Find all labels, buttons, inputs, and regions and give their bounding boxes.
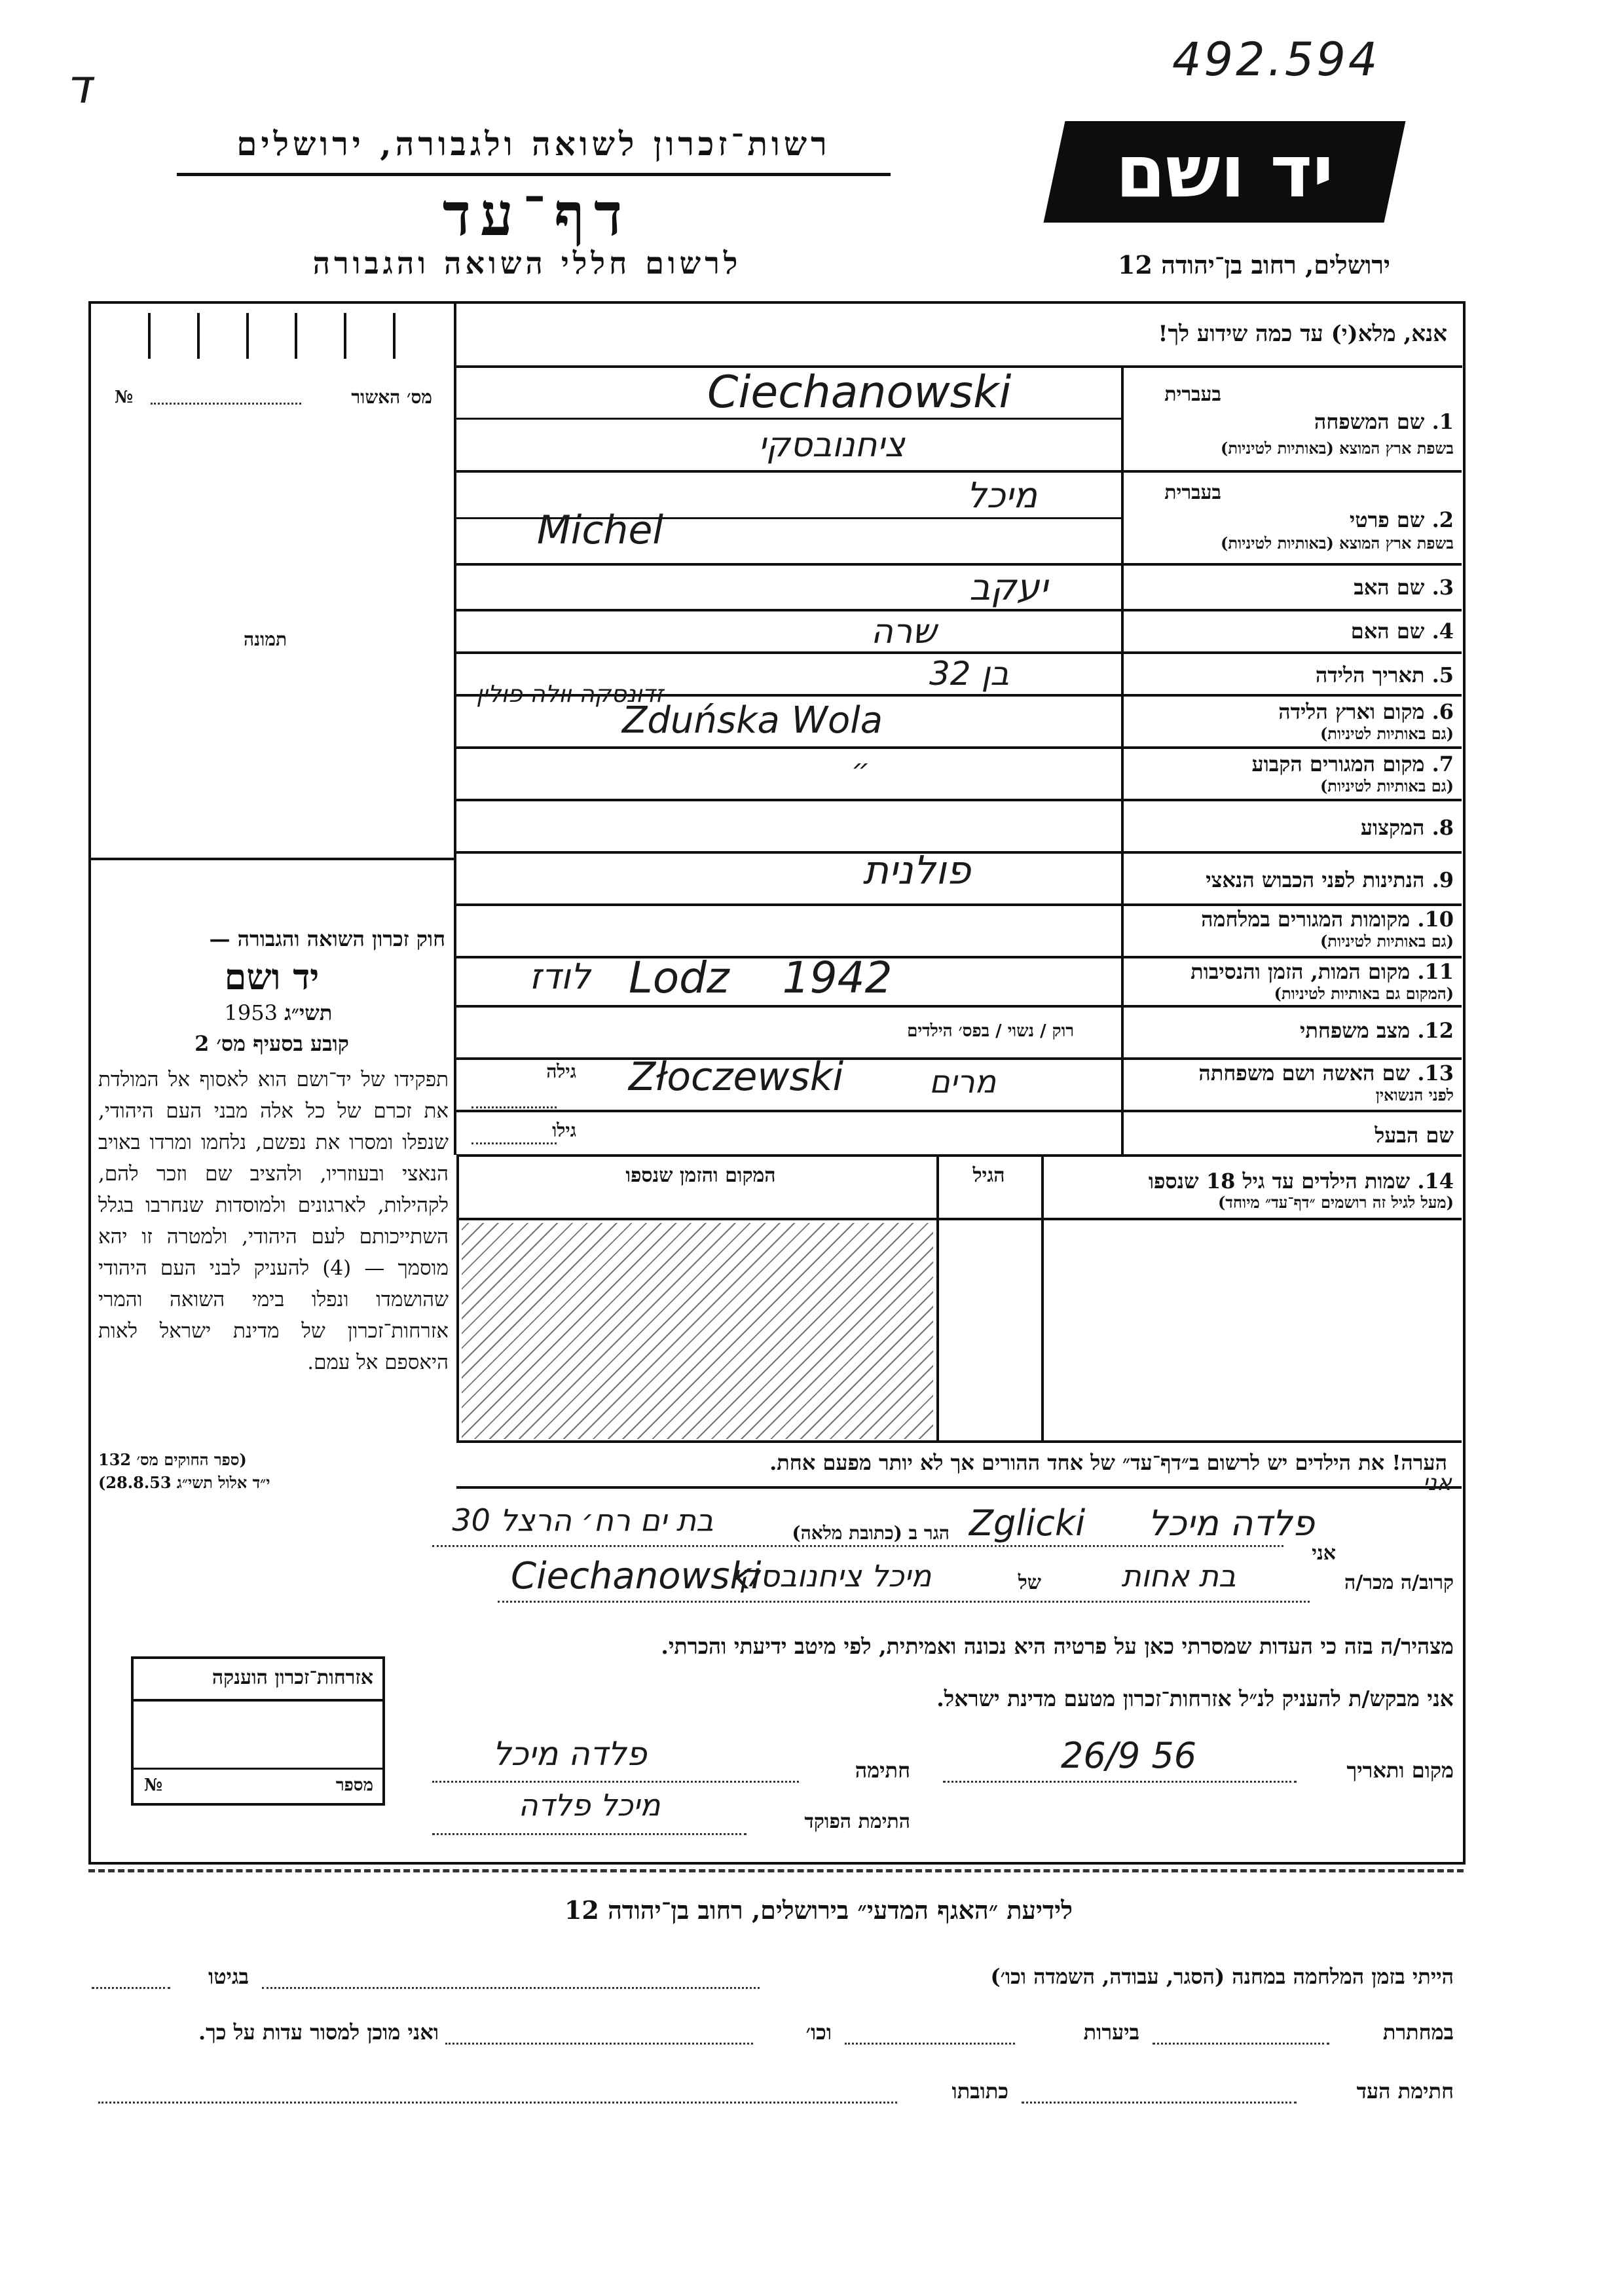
address-line (432, 1545, 1283, 1547)
surname-latin: Ciechanowski (707, 367, 1012, 418)
field-7-sub: (גם באותיות לטיניות) (1320, 776, 1454, 795)
row-line (456, 563, 1462, 566)
husband-label: שם הבעל (1375, 1123, 1454, 1148)
death-place-hebrew: לודז (529, 956, 591, 997)
law-name: יד ושם (224, 956, 320, 998)
corner-annotation: ד (65, 59, 92, 114)
row-line (456, 651, 1462, 654)
husband-age-line (471, 1142, 557, 1144)
field-1-sub: בשפת ארץ המוצא (באותיות לטיניות) (1221, 439, 1454, 458)
relation-line (498, 1601, 1310, 1603)
address-label: הגר ב (כתובת מלאה) (792, 1522, 950, 1544)
row-line (456, 799, 1462, 801)
relation-name: מיכל ציחנובסקי (731, 1558, 932, 1594)
citizenship-box-divider (134, 1699, 382, 1702)
field-3-label: 3. שם האב (1354, 575, 1454, 600)
wife-age-line (471, 1106, 557, 1108)
row-line (456, 903, 1462, 906)
official-signature-line (432, 1833, 747, 1835)
law-year-hebrew: תשי״ג (284, 1000, 333, 1025)
field-5-label: 5. תאריך הלידה (1315, 663, 1454, 687)
declarant-ani-label: אני (1312, 1542, 1336, 1565)
field-6-sub: (גם באותיות לטיניות) (1320, 724, 1454, 743)
relation-name-latin: Ciechanowski (511, 1555, 762, 1597)
field-7-label: 7. מקום המגורים הקבוע (1251, 752, 1454, 776)
footer-forests-label: ביערות (1083, 2020, 1139, 2045)
field-10-label: 10. מקומות המגורים במלחמה (1201, 907, 1454, 932)
place-date-label: מקום ותאריך (1346, 1758, 1454, 1783)
birth-place-hebrew: זדונסקה וולה פולין (476, 681, 663, 708)
field-12-label: 12. מצב משפחתי (1300, 1018, 1454, 1043)
death-place-latin: Lodz 1942 (629, 953, 893, 1003)
father-name-value: יעקב (969, 566, 1048, 609)
footer-witness-signature-line (1022, 2102, 1297, 2104)
wife-name-hebrew: מרים (929, 1064, 997, 1101)
field-13-sub: לפני הנשואין (1375, 1085, 1454, 1104)
field-11-sub: (המקום גם באותיות לטיניות) (1274, 984, 1454, 1003)
signature-label: חתימה (855, 1758, 910, 1783)
form-title: דף־עד (442, 180, 632, 249)
authority-title: רשות־זכרון לשואה ולגבורה, ירושלים (236, 124, 831, 163)
citizenship-value: פולנית (862, 848, 971, 894)
field-6-label: 6. מקום וארץ הלידה (1278, 699, 1454, 724)
field-11-label: 11. מקום המות, הזמן והנסיבות (1190, 959, 1454, 984)
declarant-name-latin: Zglicki (969, 1503, 1086, 1544)
children-header-line (456, 1218, 1462, 1220)
children-sub: (מעל לגיל זה רושמים ״דף־עד״ מיוחד) (1217, 1193, 1454, 1212)
given-name-hebrew: מיכל (967, 475, 1037, 516)
footer-etc-label: וכו׳ (805, 2020, 832, 2045)
declarant-address: בת ים רח׳ הרצל 30 (452, 1503, 714, 1538)
children-place-header: המקום והזמן שנספו (625, 1164, 776, 1187)
signature-value: פלדה מיכל (492, 1735, 647, 1773)
row-line (456, 609, 1462, 611)
record-number: 492.594 (1172, 33, 1380, 86)
footer-underground-line (1153, 2043, 1329, 2045)
form-subtitle: לרשום חללי השואה והגבורה (312, 246, 742, 281)
children-age-col-right (1041, 1154, 1044, 1442)
photo-box-bottom (88, 858, 455, 860)
birth-date-value: בן 32 (929, 655, 1010, 693)
instruction: אנא, מלא(י) עד כמה שידוע לך! (1158, 321, 1447, 347)
children-left-border (456, 1154, 459, 1442)
footer-testimony-statement: ואני מוכן למסור עדות על כך. (198, 2020, 439, 2045)
label-column-divider (1121, 365, 1124, 1154)
law-year-row (98, 1000, 445, 1025)
footer-notice: לידיעת ״האגף המדעי״ בירושלים, רחוב בן־יהודה 12 (564, 1895, 1073, 1925)
left-column-divider (454, 304, 456, 1155)
residence-ditto: ״ (851, 753, 870, 786)
authority-underline (177, 173, 891, 176)
approval-no-suffix: № (115, 388, 134, 407)
footer-camp-label: הייתי בזמן המלחמה במחנה (הסגר, עבודה, השמדה וכו׳) (990, 1964, 1454, 1989)
law-title: חוק זכרון השואה והגבורה — (209, 926, 445, 951)
children-age-header: הגיל (972, 1164, 1005, 1187)
wife-age-label: גילה (546, 1061, 576, 1082)
footer-forests-line (845, 2043, 1015, 2045)
official-signature-label: התימת הפוקד (804, 1810, 910, 1833)
approval-no-line (151, 403, 301, 405)
citizenship-box-divider2 (134, 1768, 382, 1770)
relation-of-label: של (1018, 1571, 1041, 1594)
field-10-sub: (גם באותיות לטיניות) (1320, 932, 1454, 951)
footer-address-line (98, 2102, 897, 2104)
field-1-label: 1. שם המשפחה (1314, 409, 1454, 434)
field-1-hebrew-label: בעברית (1164, 383, 1221, 406)
approval-number-boxes (101, 313, 442, 359)
row-line (456, 1005, 1462, 1008)
footer-ghetto-label: בגיטו (208, 1964, 249, 1989)
law-year: 1953 (224, 1000, 278, 1025)
approval-no-label: מס׳ האשור (351, 386, 432, 408)
photo-label: תמונה (243, 629, 287, 650)
footer-witness-signature-label: חתימת העד (1356, 2079, 1454, 2104)
surname-hebrew: ציחנובסקי (758, 426, 905, 465)
row-line (456, 1057, 1462, 1060)
mother-name-value: שרה (870, 612, 937, 651)
place-date-line (943, 1781, 1297, 1783)
children-bottom-line (456, 1440, 1462, 1443)
footer-ghetto-line (92, 1987, 170, 1989)
signature-line (432, 1781, 799, 1783)
address: ירושלים, רחוב בן־יהודה 12 (1118, 250, 1390, 280)
field-2-sub: בשפת ארץ המוצא (באותיות לטיניות) (1221, 534, 1454, 553)
law-citation-1: (ספר החוקים מס׳ 132 (98, 1450, 247, 1469)
law-citation-2: י״ד אלול תשי״ג 28.8.53) (98, 1473, 270, 1492)
relation-label: קרוב/ה מכר/ה (1344, 1571, 1454, 1594)
field-4-label: 4. שם האם (1350, 619, 1454, 644)
yad-vashem-logo (1044, 121, 1406, 223)
citizenship-box-title: אזרחות־זכרון הוענקה (212, 1666, 373, 1689)
children-spacer (456, 1154, 459, 1155)
logo-text: יד ושם (1115, 130, 1334, 213)
marital-status-options: רוק / נשוי / בפס׳ הילדים (907, 1021, 1074, 1041)
children-label: 14. שמות הילדים עד גיל 18 שנספו (1148, 1169, 1454, 1194)
declarant-name: פלדה מיכל (1147, 1503, 1315, 1544)
field-13-label: 13. שם האשה ושם משפחתה (1198, 1061, 1454, 1085)
relation-value: בת אחות (1121, 1558, 1236, 1594)
footer-address-label: כתובתו (951, 2079, 1008, 2104)
row-line (456, 1110, 1462, 1112)
children-note: הערה! את הילדים יש לרשום ב״דף־עד״ של אחד ההורים אך לא יותר מפעם אחת. (769, 1450, 1447, 1475)
footer-camp-line (262, 1987, 760, 1989)
wife-surname-latin: Złoczewski (629, 1054, 844, 1100)
citizenship-number-label: מספר (335, 1776, 373, 1795)
footer-underground-label: במחתרת (1382, 2020, 1454, 2045)
citizenship-request: אני מבקש/ת להעניק לנ״ל אזרחות־זכרון מטעם מדינת ישראל. (936, 1686, 1454, 1711)
children-place-hatched (462, 1223, 933, 1439)
place-date-value: 26/9 56 (1061, 1735, 1197, 1776)
law-body: תפקידו של יד־ושם הוא לאסוף אל המולדת את זכרם של כל אלה מבני העם היהודי, שנפלו ומסרו את נפשם, נלחמו ומרדו באויב הנאצי ובעוזריו, ולהציב שם וזכר להם, לקהילות, לארגונים ולמוסדות שנחרבו בגלל השתייכותם לעם היהודי, ולמטרה זו יהא מוסמך — (4) להעניק לבני העם היהודי שהושמדו ונפלו בימי השואה והמרי אזרחות־זכרון של מדינת ישראל לאות היאספם אל עמם. (98, 1068, 449, 1374)
row-line (456, 746, 1462, 749)
footer-etc-line (445, 2043, 753, 2045)
birth-place-latin: Zduńska Wola (622, 699, 883, 742)
husband-age-label: גילו (552, 1120, 576, 1141)
field-2-hebrew-label: בעברית (1164, 481, 1221, 504)
footer-separator (88, 1869, 1464, 1872)
declarant-margin-note: אני (1423, 1470, 1452, 1496)
law-section: קובע בסעיף מס׳ 2 (194, 1031, 349, 1056)
row-line (456, 1154, 1462, 1157)
official-signature-value: מיכל פלדה (518, 1787, 661, 1823)
row-line (456, 470, 1462, 473)
declaration-statement: מצהיר/ה בזה כי העדות שמסרתי כאן על פרטיה היא נכונה ואמיתית, לפי מיטב ידיעתי והכרתי. (661, 1633, 1454, 1659)
field-2-label: 2. שם פרטי (1349, 507, 1454, 532)
citizenship-number-suffix: № (144, 1776, 163, 1795)
given-name-latin: Michel (537, 507, 664, 553)
field-8-label: 8. המקצוע (1360, 815, 1454, 840)
children-age-col-left (936, 1154, 939, 1442)
field-9-label: 9. הנתינות לפני הכבוש הנאצי (1206, 867, 1454, 892)
note-bottom-line (456, 1486, 1462, 1489)
